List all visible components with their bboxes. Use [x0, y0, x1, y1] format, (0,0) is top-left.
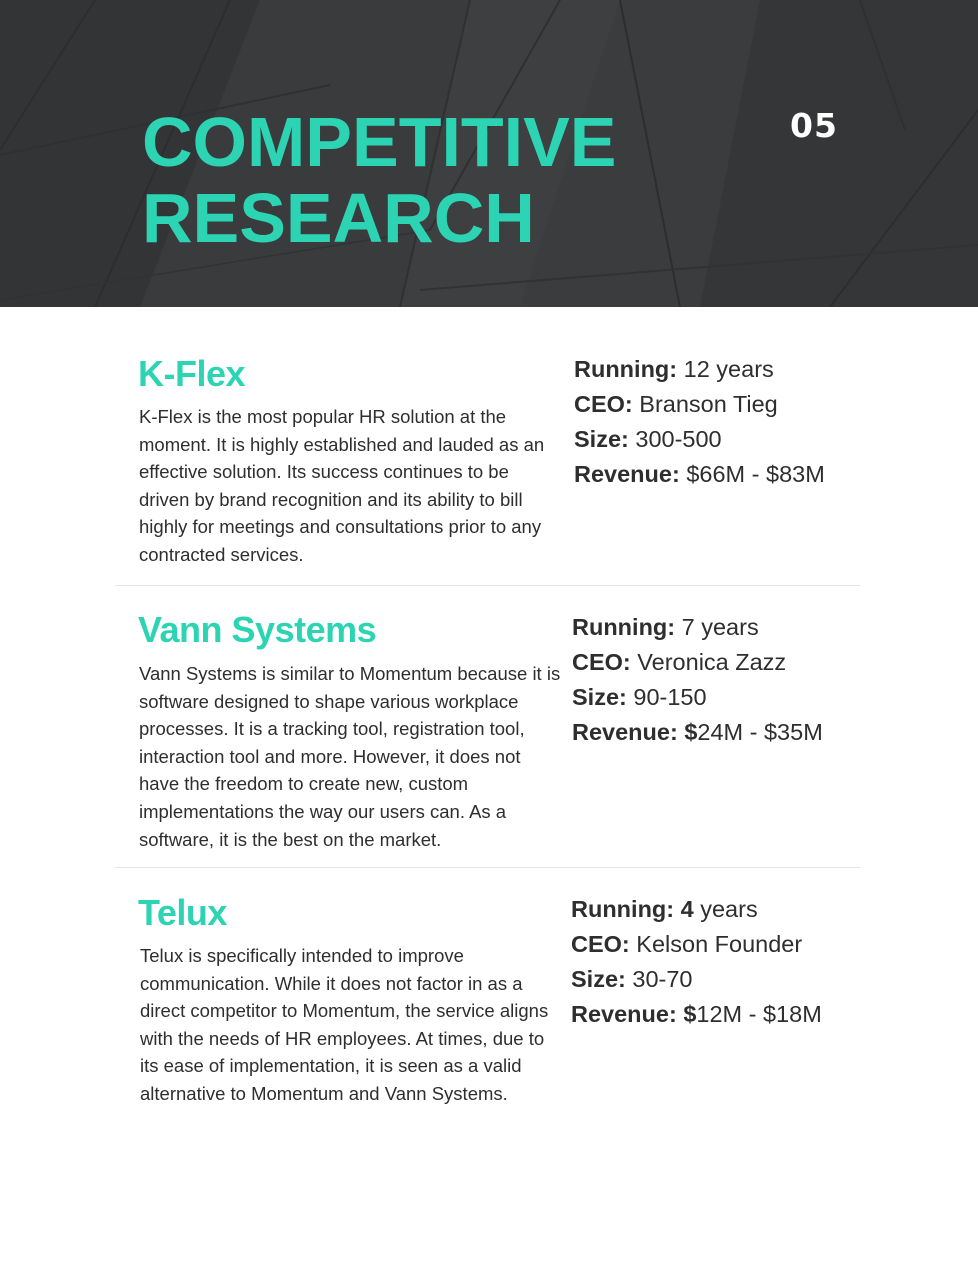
- competitor-stats: [572, 610, 823, 750]
- stat-running: [571, 892, 822, 927]
- competitor-description: Telux is specifically intended to improve communication. While it does not factor in as a direct competitor to Momentum, the service aligns with the needs of HR employees. At times, due to its ease of implementation, it is seen as a valid alternative to Momentum and Vann Systems.: [140, 945, 549, 1104]
- page-title-line-1: COMPETITIVE: [142, 103, 617, 181]
- stat-running-label: Running:: [572, 614, 676, 640]
- competitor-name: K-Flex: [138, 353, 246, 394]
- stat-size-value: 30-70: [625, 966, 693, 992]
- stat-ceo-value: Branson Tieg: [632, 391, 778, 417]
- stat-revenue-value: $66M - $83M: [679, 461, 825, 487]
- stat-revenue-label: Revenue: $: [572, 719, 698, 745]
- stat-size: [571, 962, 822, 997]
- stat-revenue: [574, 457, 825, 492]
- section-divider: [115, 867, 860, 868]
- stat-revenue: [572, 715, 823, 750]
- competitor-description: Vann Systems is similar to Momentum because it is software designed to shape various workplace processes. It is a tracking tool, registration tool, interaction tool and more. However, it does not have the freedom to create new, custom implementations the way our users can. As a software, it is the best on the market.: [139, 663, 561, 850]
- stat-ceo: [571, 927, 822, 962]
- stat-size: [572, 680, 823, 715]
- stat-revenue-label: Revenue: $: [571, 1001, 697, 1027]
- competitor-name: Vann Systems: [138, 609, 377, 650]
- stat-ceo-value: Veronica Zazz: [630, 649, 787, 675]
- stat-ceo-label: CEO:: [572, 649, 631, 675]
- header-banner: [0, 0, 978, 307]
- stat-ceo-value: Kelson Founder: [629, 931, 803, 957]
- stat-running-label: Running: 4: [571, 896, 694, 922]
- stat-running-value: years: [693, 896, 758, 922]
- competitor-name: Telux: [138, 892, 227, 933]
- competitor-description: K-Flex is the most popular HR solution at the moment. It is highly established and lauded as an effective solution. Its success continues to be driven by brand recognition and its ability to bill highly for meetings and consultations prior to any contracted services.: [139, 406, 545, 565]
- stat-size-label: Size:: [574, 426, 629, 452]
- stat-running: [574, 352, 825, 387]
- stat-revenue-label: Revenue:: [574, 461, 680, 487]
- stat-ceo-label: CEO:: [574, 391, 633, 417]
- stat-ceo: [574, 387, 825, 422]
- stat-ceo: [572, 645, 823, 680]
- section-divider: [115, 585, 860, 586]
- stat-running-label: Running:: [574, 356, 678, 382]
- stat-revenue-value: 24M - $35M: [697, 719, 823, 745]
- competitor-stats: [571, 892, 822, 1032]
- stat-size-value: 90-150: [626, 684, 707, 710]
- stat-revenue: [571, 997, 822, 1032]
- stat-running-value: 12 years: [677, 356, 774, 382]
- stat-size-label: Size:: [572, 684, 627, 710]
- page-title: [142, 104, 616, 256]
- stat-running-value: 7 years: [675, 614, 759, 640]
- stat-size: [574, 422, 825, 457]
- stat-ceo-label: CEO:: [571, 931, 630, 957]
- page-number: 05: [790, 106, 838, 145]
- page-title-line-2: RESEARCH: [142, 179, 535, 257]
- stat-revenue-value: 12M - $18M: [696, 1001, 822, 1027]
- stat-size-value: 300-500: [628, 426, 722, 452]
- stat-running: [572, 610, 823, 645]
- competitor-stats: [574, 352, 825, 492]
- stat-size-label: Size:: [571, 966, 626, 992]
